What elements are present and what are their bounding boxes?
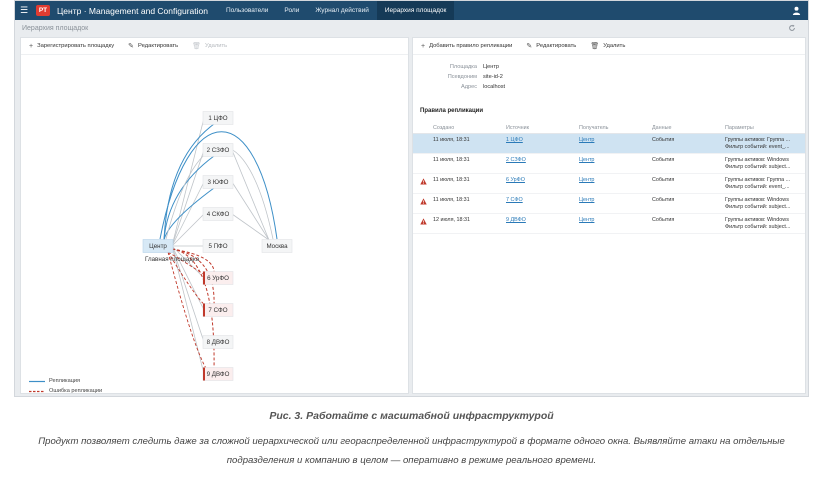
site-node-label: 3 ЮФО (207, 179, 229, 187)
details-toolbar (413, 38, 805, 55)
breadcrumb: Иерархия площадок (22, 25, 89, 32)
error-marker (203, 368, 205, 381)
figure-caption: Рис. 3. Работайте с масштабной инфраструктурой (269, 410, 554, 422)
site-node-label: 5 ПФО (208, 243, 228, 251)
tab-roles[interactable]: Роли (284, 7, 300, 14)
cell-params-filter: Фильтр событий: subject... (725, 224, 791, 230)
trash-icon: 🗑 (192, 43, 201, 50)
cell-params (725, 197, 795, 213)
app-screenshot (14, 0, 809, 397)
cell-created: 11 июля, 18:31 (433, 177, 470, 183)
site-node-label: 8 ДВФО (206, 339, 230, 347)
site-node[interactable] (203, 368, 233, 381)
cell-target-link[interactable]: Центр (579, 197, 595, 203)
warning-cell (413, 217, 433, 233)
graph-legend (29, 376, 102, 396)
table-row[interactable] (413, 154, 805, 174)
cell-params (725, 137, 795, 153)
tab-action-log[interactable]: Журнал действий (315, 7, 369, 14)
moscow-node-label: Москва (266, 243, 288, 251)
error-marker (203, 304, 205, 317)
hierarchy-link (232, 182, 269, 240)
cell-target-link[interactable]: Центр (579, 157, 595, 163)
delete-rule-label: Удалить (603, 43, 626, 49)
cell-params (725, 217, 795, 233)
address-key: Адрес (460, 84, 477, 90)
table-row[interactable] (413, 214, 805, 234)
cell-target-link[interactable]: Центр (579, 217, 595, 223)
hierarchy-link (172, 214, 204, 246)
header-source[interactable]: Источник (506, 124, 530, 131)
rules-title: Правила репликации (420, 108, 484, 114)
cell-created: 11 июля, 18:31 (433, 157, 470, 163)
user-icon[interactable] (792, 6, 801, 15)
table-body (413, 134, 805, 234)
pt-logo: PT (36, 5, 50, 16)
cell-params-filter: Фильтр событий: event_... (725, 144, 790, 150)
cell-created: 11 июля, 18:31 (433, 197, 470, 203)
warning-cell (413, 157, 433, 173)
site-node[interactable] (203, 240, 233, 253)
site-node-label: 4 СКФО (206, 211, 230, 219)
cell-params-assets: Группы активов: Группа ... (725, 137, 791, 143)
cell-data: События (652, 137, 675, 143)
error-line-icon (29, 390, 45, 393)
delete-site-label: Удалить (204, 43, 228, 49)
address-value: localhost (483, 84, 506, 90)
cell-source-link[interactable]: 7 СФО (506, 197, 523, 203)
cell-params-assets: Группы активов: Windows (725, 157, 789, 163)
breadcrumb-row (15, 20, 808, 37)
legend-replication (29, 376, 102, 386)
site-info-row (413, 62, 805, 72)
add-rule-label: Добавить правило репликации (429, 43, 513, 49)
edit-rule-button[interactable] (526, 42, 576, 50)
delete-rule-button[interactable] (590, 42, 625, 50)
site-node-label: 1 ЦФО (208, 115, 228, 123)
warning-icon (420, 178, 427, 185)
site-node[interactable] (203, 272, 233, 285)
center-node-sublabel: Главная площадка (145, 256, 200, 263)
table-row[interactable] (413, 134, 805, 154)
edit-site-button[interactable] (128, 42, 178, 50)
alias-value: site-id-2 (483, 74, 503, 80)
legend-replication-label: Репликация (49, 378, 81, 384)
hierarchy-link (172, 182, 204, 246)
pencil-icon: ✎ (128, 43, 135, 50)
cell-source-link[interactable]: 2 СЗФО (506, 157, 526, 163)
cell-params-filter: Фильтр событий: subject... (725, 204, 791, 210)
site-key: Площадка (449, 64, 477, 70)
edit-site-label: Редактировать (138, 43, 179, 49)
legend-error (29, 386, 102, 396)
warning-cell (413, 197, 433, 213)
cell-params-assets: Группы активов: Windows (725, 217, 789, 223)
cell-params-filter: Фильтр событий: event_... (725, 184, 790, 190)
header-data[interactable]: Данные (652, 124, 672, 131)
cell-data: События (652, 157, 675, 163)
graph-nodes (143, 112, 292, 381)
hamburger-icon[interactable]: ☰ (19, 5, 29, 15)
refresh-icon[interactable] (788, 24, 796, 32)
header-created[interactable]: Создано (433, 124, 455, 131)
table-row[interactable] (413, 174, 805, 194)
center-node-label: Центр (149, 243, 167, 251)
description-line-2: подразделения и компанию в целом — оперативно в режиме реального времени. (226, 455, 597, 466)
header-params[interactable]: Параметры (725, 124, 754, 131)
site-node-label: 7 СФО (208, 307, 228, 315)
register-site-label: Зарегистрировать площадку (37, 43, 115, 49)
cell-data: События (652, 217, 675, 223)
site-node[interactable] (203, 144, 233, 157)
warning-cell (413, 177, 433, 193)
cell-data: События (652, 197, 675, 203)
replication-link (164, 156, 214, 240)
register-site-button[interactable] (29, 43, 114, 50)
plus-icon: + (29, 42, 34, 50)
warning-icon (420, 198, 427, 205)
site-node[interactable] (203, 176, 233, 189)
cell-data: События (652, 177, 675, 183)
cell-params (725, 177, 795, 193)
details-panel (412, 37, 806, 394)
site-node[interactable] (203, 304, 233, 317)
cell-created: 12 июля, 18:31 (433, 217, 470, 223)
cell-params-assets: Группы активов: Windows (725, 197, 789, 203)
cell-params-assets: Группы активов: Группа ... (725, 177, 791, 183)
site-node[interactable] (203, 112, 233, 125)
cell-params (725, 157, 795, 173)
site-info (413, 62, 805, 92)
alias-info-row (413, 72, 805, 82)
cell-params-filter: Фильтр событий: subject... (725, 164, 791, 170)
legend-error-label: Ошибка репликации (49, 388, 103, 394)
rules-table (413, 122, 805, 234)
tab-users[interactable]: Пользователи (225, 7, 269, 14)
address-info-row (413, 82, 805, 92)
site-node-label: 2 СЗФО (206, 147, 230, 155)
site-node[interactable] (203, 336, 233, 349)
app-title: Центр · Management and Configuration (57, 5, 208, 16)
site-node-label: 6 УрФО (207, 275, 229, 283)
site-hierarchy-graph (21, 56, 410, 395)
top-bar (15, 1, 808, 20)
tab-site-hierarchy[interactable]: Иерархия площадок (377, 1, 454, 20)
pencil-icon: ✎ (526, 43, 533, 50)
table-row[interactable] (413, 194, 805, 214)
add-rule-button[interactable] (421, 43, 512, 50)
trash-icon: 🗑 (590, 43, 600, 50)
moscow-node[interactable] (262, 240, 292, 253)
replication-line-icon (29, 380, 45, 383)
error-marker (203, 272, 205, 285)
warning-cell (413, 137, 433, 153)
cell-target-link[interactable]: Центр (579, 137, 595, 143)
description-line-1: Продукт позволяет следить даже за сложной иерархической или геораспределенной инфраструктурой в формате одного окна. Выявляйте атаки на отдельные (38, 436, 785, 447)
cell-source-link[interactable]: 6 УрФО (506, 177, 525, 183)
cell-source-link[interactable]: 1 ЦФО (506, 137, 523, 143)
hierarchy-toolbar (21, 38, 408, 55)
warning-icon (420, 218, 427, 225)
header-target[interactable]: Получатель (579, 124, 609, 131)
plus-icon: + (421, 42, 426, 50)
site-node[interactable] (203, 208, 233, 221)
cell-target-link[interactable]: Центр (579, 177, 595, 183)
center-node[interactable] (143, 240, 173, 253)
cell-created: 11 июля, 18:31 (433, 137, 470, 143)
site-value: Центр (483, 64, 500, 70)
hierarchy-panel (20, 37, 409, 394)
edit-rule-label: Редактировать (536, 43, 577, 49)
cell-source-link[interactable]: 9 ДВФО (506, 217, 526, 223)
alias-key: Псевдоним (447, 74, 477, 80)
figure-description (0, 432, 823, 470)
site-node-label: 9 ДВФО (206, 371, 230, 379)
delete-site-button[interactable] (192, 42, 227, 50)
table-header (413, 122, 805, 134)
hierarchy-link (232, 150, 269, 240)
